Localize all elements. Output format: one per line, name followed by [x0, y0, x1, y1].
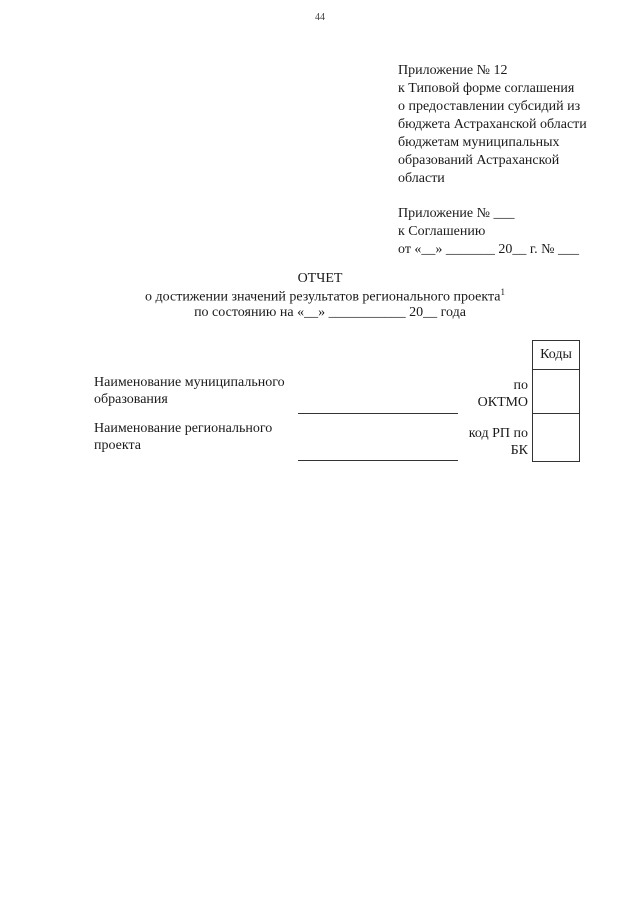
report-subtitle — [0, 287, 640, 306]
report-subtitle-text: о достижении значений результатов регионального проекта — [145, 289, 501, 305]
report-title: ОТЧЕТ — [297, 271, 343, 286]
appendix-line: Приложение № 12 — [398, 63, 508, 78]
rp-code-cell[interactable] — [533, 414, 580, 462]
agreement-line: от «__» _______ 20__ г. № ___ — [398, 242, 579, 257]
rp-code-label-top: код РП по — [468, 426, 528, 441]
codes-header: Коды — [533, 341, 580, 370]
municipality-input-line[interactable] — [298, 413, 458, 414]
appendix-line: о предоставлении субсидий из — [398, 99, 581, 114]
regional-project-input-line[interactable] — [298, 460, 458, 461]
municipality-label: Наименование муниципального образования — [94, 375, 285, 407]
appendix-line: области — [398, 171, 445, 186]
appendix-line: к Типовой форме соглашения — [398, 81, 575, 96]
codes-table — [532, 340, 580, 462]
footnote-mark: 1 — [500, 287, 505, 297]
page-number: 44 — [315, 12, 325, 23]
agreement-heading — [398, 205, 579, 259]
oktmo-code-cell[interactable] — [533, 370, 580, 414]
agreement-line: Приложение № ___ — [398, 206, 515, 221]
oktmo-label-top: по — [513, 378, 528, 393]
report-date-line: по состоянию на «__» ___________ 20__ года — [194, 305, 466, 320]
rp-code-label-bottom: БК — [510, 443, 528, 458]
oktmo-label-bottom: ОКТМО — [477, 395, 528, 410]
regional-project-label: Наименование регионального проекта — [94, 421, 273, 453]
appendix-line: бюджета Астраханской области — [398, 117, 587, 132]
agreement-line: к Соглашению — [398, 224, 486, 239]
appendix-line: образований Астраханской — [398, 153, 560, 168]
appendix-line: бюджетам муниципальных — [398, 135, 560, 150]
appendix-heading — [398, 62, 587, 188]
